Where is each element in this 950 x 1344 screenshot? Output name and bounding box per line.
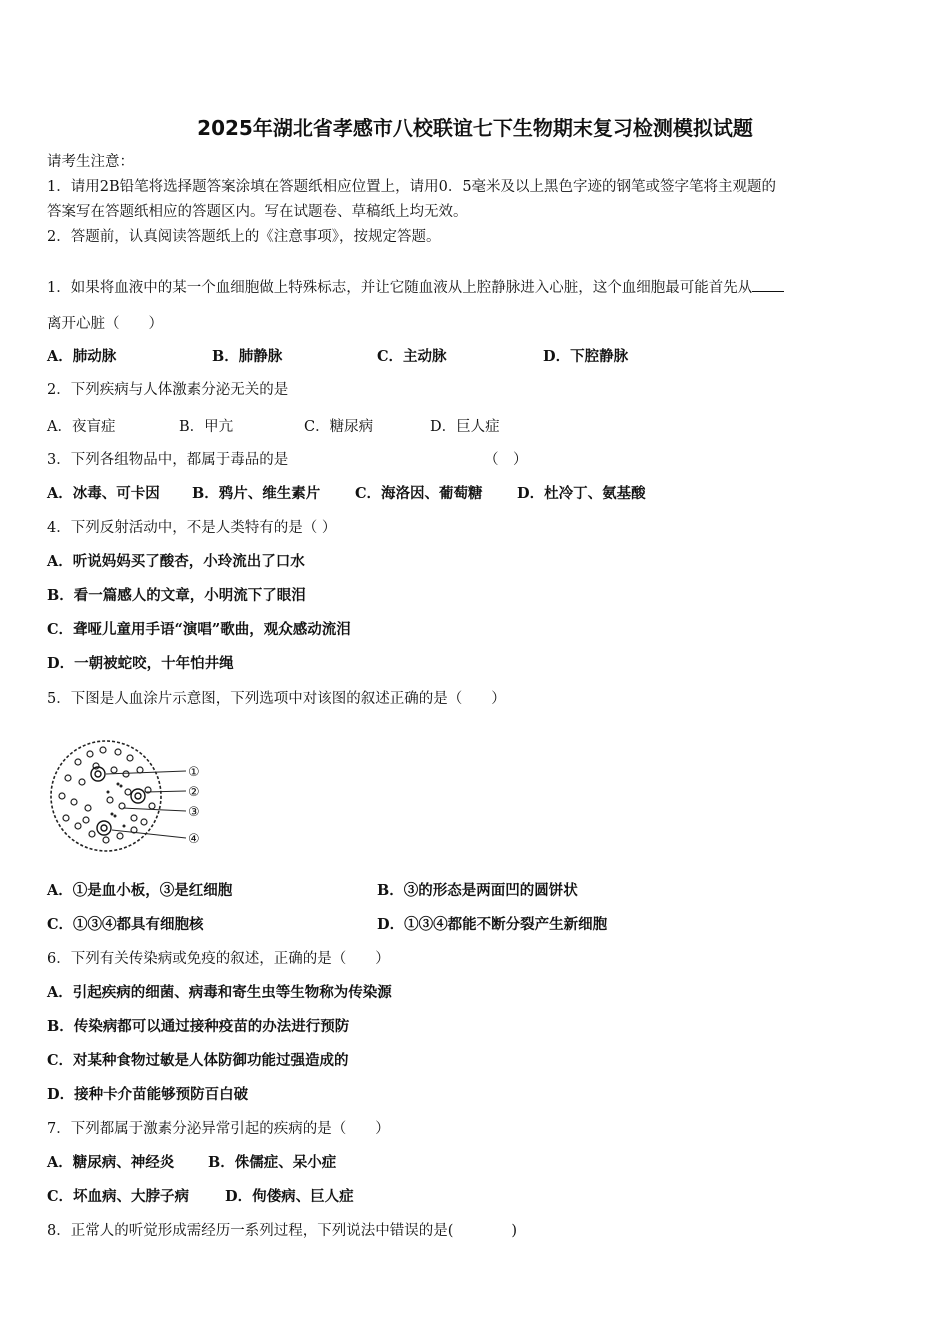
question-1-stem-cont: 离开心脏（ ） [47, 316, 163, 332]
notice-heading: 请考生注意： [47, 154, 134, 170]
question-3-stem: 3．下列各组物品中，都属于毒品的是 [47, 452, 289, 468]
q2-option-b[interactable]: B．甲亢 [179, 419, 234, 435]
white-blood-cells [91, 767, 145, 835]
q1-option-d[interactable]: D．下腔静脉 [543, 348, 629, 365]
q7-option-c[interactable]: C．坏血病、大脖子病 [47, 1188, 190, 1205]
question-5-stem: 5．下图是人血涂片示意图，下列选项中对该图的叙述正确的是（ ） [47, 691, 506, 707]
answer-blank [752, 277, 784, 292]
q5-option-d[interactable]: D．①③④都能不断分裂产生新细胞 [377, 916, 608, 933]
q2-option-c[interactable]: C．糖尿病 [304, 419, 374, 435]
platelets [107, 783, 126, 828]
q4-option-b[interactable]: B．看一篇感人的文章，小明流下了眼泪 [47, 587, 306, 604]
question-7-stem: 7．下列都属于激素分泌异常引起的疾病的是（ ） [47, 1121, 390, 1137]
notice-item-1a: 1．请用2B铅笔将选择题答案涂填在答题纸相应位置上，请用0．5毫米及以上黑色字迹的钢笔或签字笔将主观题的 [47, 179, 777, 195]
notice-item-2: 2．答题前，认真阅读答题纸上的《注意事项》，按规定答题。 [47, 229, 441, 245]
figure-label-2: ② [188, 785, 200, 800]
q2-option-d[interactable]: D．巨人症 [430, 419, 500, 435]
q6-option-a[interactable]: A．引起疾病的细菌、病毒和寄生虫等生物称为传染源 [47, 984, 392, 1001]
q5-option-c[interactable]: C．①③④都具有细胞核 [47, 916, 204, 933]
q3-option-a[interactable]: A．冰毒、可卡因 [47, 485, 160, 502]
question-8-stem: 8．正常人的听觉形成需经历一系列过程，下列说法中错误的是( ) [47, 1223, 518, 1239]
q7-option-d[interactable]: D．佝偻病、巨人症 [225, 1188, 354, 1205]
question-6-stem: 6．下列有关传染病或免疫的叙述，正确的是（ ） [47, 951, 390, 967]
blood-smear-figure [48, 730, 218, 862]
figure-label-3: ③ [188, 805, 200, 820]
q1-option-a[interactable]: A．肺动脉 [47, 348, 117, 365]
q2-option-a[interactable]: A．夜盲症 [47, 419, 116, 435]
q3-option-d[interactable]: D．杜冷丁、氨基酸 [517, 485, 646, 502]
q6-option-b[interactable]: B．传染病都可以通过接种疫苗的办法进行预防 [47, 1018, 350, 1035]
q1-option-c[interactable]: C．主动脉 [377, 348, 447, 365]
q3-option-b[interactable]: B．鸦片、维生素片 [192, 485, 321, 502]
figure-label-1: ① [188, 765, 200, 780]
leader-lines [106, 771, 186, 838]
question-4-stem: 4．下列反射活动中，不是人类特有的是（ ） [47, 520, 337, 536]
q4-option-d[interactable]: D．一朝被蛇咬，十年怕井绳 [47, 655, 234, 672]
figure-label-4: ④ [188, 832, 200, 847]
q7-option-b[interactable]: B．侏儒症、呆小症 [208, 1154, 337, 1171]
question-3-paren: （ ） [484, 452, 528, 468]
q3-option-c[interactable]: C．海洛因、葡萄糖 [355, 485, 483, 502]
notice-item-1b: 答案写在答题纸相应的答题区内。写在试题卷、草稿纸上均无效。 [47, 204, 468, 220]
q4-option-c[interactable]: C．聋哑儿童用手语“演唱”歌曲，观众感动流泪 [47, 621, 351, 638]
q6-option-c[interactable]: C．对某种食物过敏是人体防御功能过强造成的 [47, 1052, 349, 1069]
question-1-stem: 1．如果将血液中的某一个血细胞做上特殊标志，并让它随血液从上腔静脉进入心脏，这个血细胞最可能首先从 [47, 277, 784, 298]
q5-option-a[interactable]: A．①是血小板，③是红细胞 [47, 882, 233, 899]
page-title: 2025年湖北省孝感市八校联谊七下生物期末复习检测模拟试题 [197, 116, 753, 140]
q6-option-d[interactable]: D．接种卡介苗能够预防百白破 [47, 1086, 249, 1103]
question-2-stem: 2．下列疾病与人体激素分泌无关的是 [47, 382, 289, 398]
q1-option-b[interactable]: B．肺静脉 [212, 348, 283, 365]
q4-option-a[interactable]: A．听说妈妈买了酸杏，小玲流出了口水 [47, 553, 305, 570]
q7-option-a[interactable]: A．糖尿病、神经炎 [47, 1154, 175, 1171]
q5-option-b[interactable]: B．③的形态是两面凹的圆饼状 [377, 882, 578, 899]
